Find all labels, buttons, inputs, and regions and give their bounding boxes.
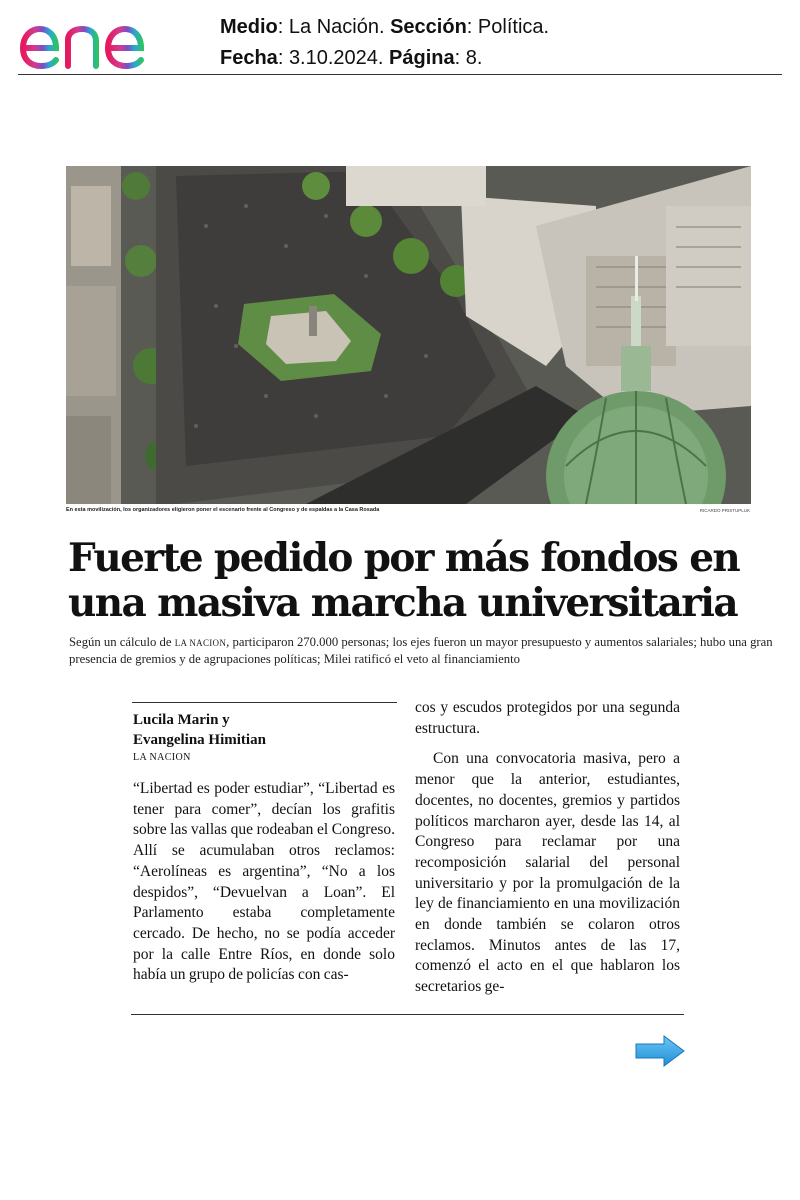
medio-label: Medio xyxy=(220,16,278,38)
byline-source: LA NACION xyxy=(133,752,191,763)
headline xyxy=(68,536,768,626)
author-2: Evangelina Himitian xyxy=(133,732,266,748)
clipping-meta xyxy=(220,12,549,74)
body-paragraph: cos y escudos protegidos por una segunda estructura. xyxy=(415,699,680,737)
pagina-label: Página xyxy=(389,47,455,69)
deck-source: LA NACION xyxy=(174,638,227,648)
seccion-value: Política xyxy=(477,16,544,38)
meta-line-1: Medio: La Nación. Sección: Política. xyxy=(220,16,550,38)
photo-caption: En esta movilización, los organizadores eligieron poner el escenario frente al Congreso y de espaldas a la Casa Rosada xyxy=(66,507,380,513)
enel-logo xyxy=(18,8,190,74)
headline-line-1: Fuerte pedido por más fondos en xyxy=(68,535,740,581)
byline xyxy=(133,710,395,750)
meta-line-2: Fecha: 3.10.2024. Página: 8. xyxy=(220,47,483,69)
article-photo xyxy=(66,166,751,504)
headline-line-2: una masiva marcha universitaria xyxy=(68,580,738,626)
deck-pre: Según un cálculo de xyxy=(69,635,175,649)
photo-credit: RICARDO PRISTUPLUK xyxy=(699,508,750,513)
bottom-divider xyxy=(131,1014,684,1015)
byline-divider xyxy=(132,702,397,703)
body-column-1 xyxy=(133,779,395,986)
author-1: Lucila Marin y xyxy=(133,712,230,728)
fecha-label: Fecha xyxy=(220,47,278,69)
seccion-label: Sección xyxy=(390,16,467,38)
body-column-2 xyxy=(415,698,680,998)
pagina-value: 8 xyxy=(465,47,477,69)
arrow-right-icon[interactable] xyxy=(634,1034,686,1068)
deck xyxy=(69,634,779,667)
fecha-value: 3.10.2024 xyxy=(288,47,378,69)
body-paragraph: Con una convocatoria masiva, pero a menor que la anterior, estudiantes, docentes, no docentes, gremios y partidos políticos marcharon ayer, desde las 14, al Congreso para reclamar por una recomposición salarial del personal universitario y por la promulgación de la ley de financiamiento en una movilización en donde también se colaron otros reclamos. Minutos antes de las 17, comenzó el acto en el que hablaron los secretarios ge- xyxy=(415,750,680,996)
medio-value: La Nación xyxy=(288,16,379,38)
header-divider xyxy=(18,74,782,75)
deck-post: , participaron 270.000 personas; los ejes fueron un mayor presupuesto y aumentos salariales; hubo una gran presencia de gremios y de agrupaciones políticas; Milei ratificó el veto al financiamiento xyxy=(69,635,773,666)
body-paragraph: “Libertad es poder estudiar”, “Libertad es tener para comer”, decían los grafitis sobre las vallas que rodeaban el Congreso. Allí se acumulaban otros reclamos: “Aerolíneas es argentina”, “No a los despidos”, “Devuelvan a Loan”. El Parlamento estaba completamente cercado. De hecho, no se podía acceder por la calle Entre Ríos, en donde solo había un grupo de policías con cas- xyxy=(133,780,395,984)
